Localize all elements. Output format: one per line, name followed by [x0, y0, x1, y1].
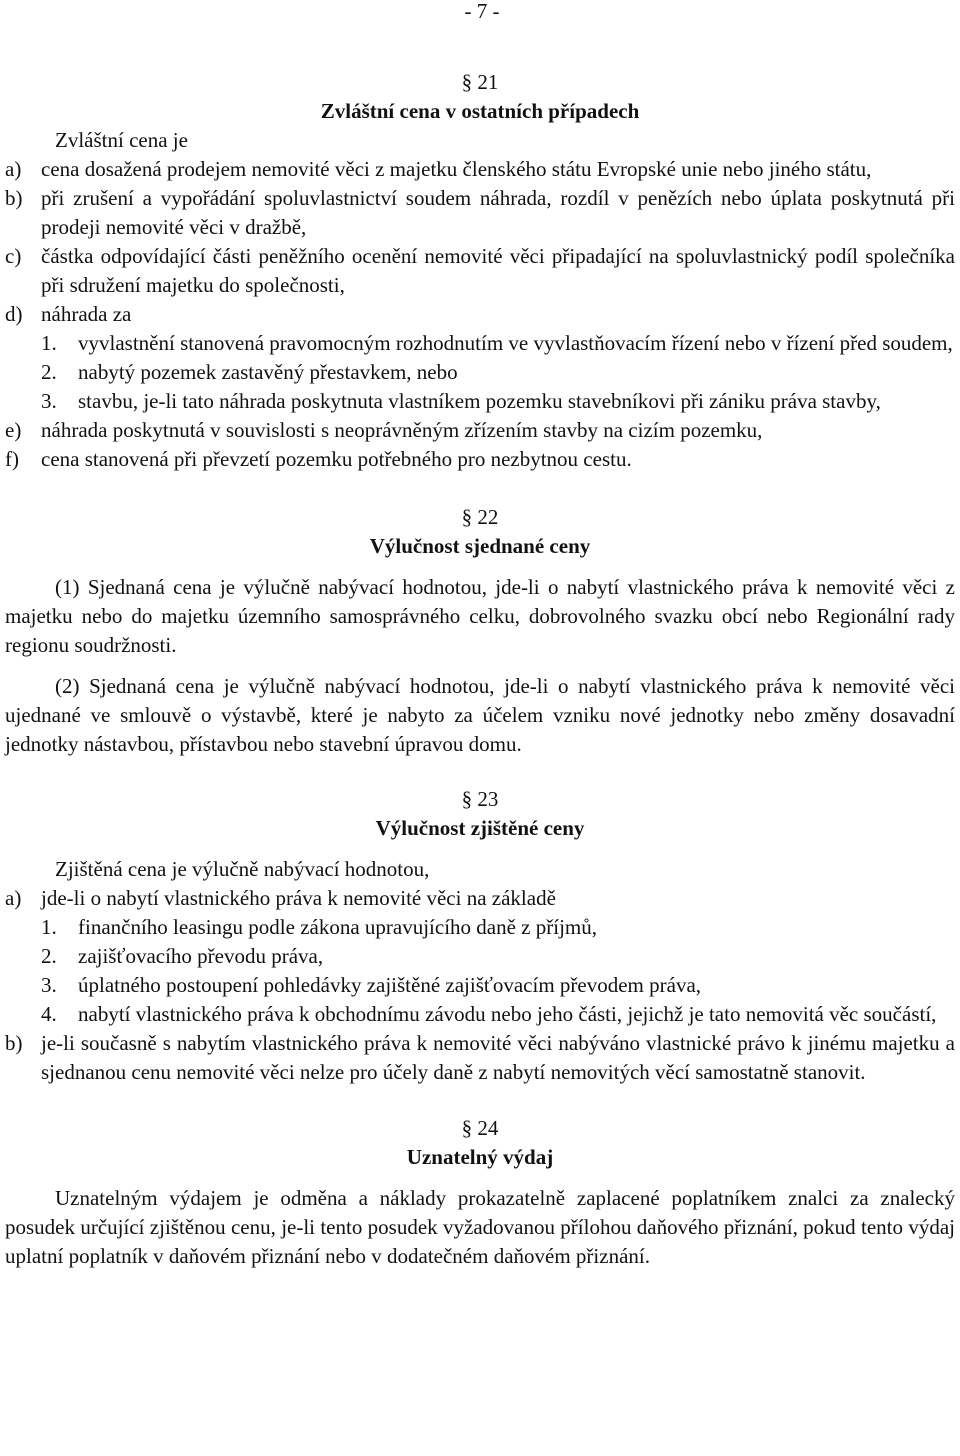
- subitem-label: 2.: [41, 360, 57, 384]
- subitem-text: zajišťovacího převodu práva,: [78, 944, 324, 968]
- document-page: [5, 0, 955, 1271]
- sub-list-item: [41, 329, 955, 358]
- section-number: § 21: [461, 70, 499, 94]
- list-item: [5, 1029, 955, 1087]
- section-title: Zvláštní cena v ostatních případech: [320, 99, 640, 123]
- list-item: [5, 155, 955, 184]
- section-23: [5, 785, 955, 1087]
- sub-list-item: [41, 358, 955, 387]
- sub-list-item: [41, 387, 955, 416]
- item-label: e): [5, 418, 22, 442]
- item-text: jde-li o nabytí vlastnického práva k nemovité věci na základě: [41, 886, 556, 910]
- list-item: [5, 184, 955, 242]
- subitem-text: stavbu, je-li tato náhrada poskytnuta vlastníkem pozemku stavebníkovi při zániku práva stavby,: [78, 389, 881, 413]
- section-22: [5, 503, 955, 759]
- item-text: při zrušení a vypořádání spoluvlastnictví soudem náhrada, rozdíl v penězích nebo úplata poskytnutá při prodeji nemovité věci v dražbě,: [41, 186, 955, 239]
- subitem-label: 2.: [41, 944, 57, 968]
- sub-list-item: [41, 971, 955, 1000]
- list-item: [5, 242, 955, 300]
- item-label: c): [5, 244, 22, 268]
- item-label: d): [5, 302, 23, 326]
- item-text: je-li současně s nabytím vlastnického práva k nemovité věci nabýváno vlastnické právo k jinému majetku a sjednanou cenu nemovité věci nelze pro účely daně z nabytí nemovitých věcí samostatně stanovit.: [41, 1031, 955, 1084]
- section-paragraph: Uznatelným výdajem je odměna a náklady prokazatelně zaplacené poplatníkem znalci za znalecký posudek určující zjištěnou cenu, je-li tento posudek vyžadovanou přílohou daňového přiznání, pokud tento výdaj uplatní poplatník v daňovém přiznání nebo v dodatečném daňovém přiznání.: [5, 1186, 955, 1268]
- subitem-text: nabytí vlastnického práva k obchodnímu závodu nebo jeho části, jejichž je tato nemovitá věc součástí,: [78, 1002, 937, 1026]
- list-item: [5, 445, 955, 474]
- section-paragraph: (1) Sjednaná cena je výlučně nabývací hodnotou, jde-li o nabytí vlastnického práva k nemovité věci z majetku nebo do majetku územního samosprávného celku, dobrovolného svazku obcí nebo Regionální rady regionu soudržnosti.: [5, 575, 955, 657]
- item-text: náhrada za: [41, 302, 132, 326]
- section-title: Výlučnost zjištěné ceny: [375, 816, 585, 840]
- subitem-text: úplatného postoupení pohledávky zajištěné zajišťovacím převodem práva,: [78, 973, 702, 997]
- item-text: cena stanovená při převzetí pozemku potřebného pro nezbytnou cestu.: [41, 447, 632, 471]
- section-21: [5, 68, 955, 474]
- section-number: § 24: [461, 1116, 499, 1140]
- subitem-label: 1.: [41, 331, 57, 355]
- section-number: § 23: [461, 787, 499, 811]
- section-intro: Zvláštní cena je: [55, 128, 188, 152]
- item-label: b): [5, 1031, 23, 1055]
- item-label: a): [5, 886, 22, 910]
- subitem-text: vyvlastnění stanovená pravomocným rozhodnutím ve vyvlastňovacím řízení nebo v řízení před soudem,: [78, 331, 953, 355]
- subitem-label: 1.: [41, 915, 57, 939]
- item-text: náhrada poskytnutá v souvislosti s neoprávněným zřízením stavby na cizím pozemku,: [41, 418, 763, 442]
- section-paragraph: (2) Sjednaná cena je výlučně nabývací hodnotou, jde-li o nabytí vlastnického práva k nemovité věci ujednané ve smlouvě o výstavbě, které je nabyto za účelem vzniku nové jednotky nebo změny dosavadní jednotky nástavbou, přístavbou nebo stavební úpravou domu.: [5, 674, 955, 756]
- subitem-label: 4.: [41, 1002, 57, 1026]
- item-label: b): [5, 186, 23, 210]
- section-title: Výlučnost sjednané ceny: [369, 534, 591, 558]
- list-item: [5, 300, 955, 329]
- item-label: a): [5, 157, 22, 181]
- sub-list-item: [41, 942, 955, 971]
- subitem-label: 3.: [41, 973, 57, 997]
- sub-list-item: [41, 1000, 955, 1029]
- item-text: cena dosažená prodejem nemovité věci z majetku členského státu Evropské unie nebo jiného státu,: [41, 157, 872, 181]
- section-number: § 22: [461, 505, 499, 529]
- section-intro: Zjištěná cena je výlučně nabývací hodnotou,: [55, 857, 430, 881]
- subitem-label: 3.: [41, 389, 57, 413]
- list-item: [5, 416, 955, 445]
- item-label: f): [5, 447, 19, 471]
- item-text: částka odpovídající části peněžního ocenění nemovité věci připadající na spoluvlastnický podíl společníka při sdružení majetku do společnosti,: [41, 244, 955, 297]
- subitem-text: nabytý pozemek zastavěný přestavkem, nebo: [78, 360, 458, 384]
- section-24: [5, 1114, 955, 1271]
- subitem-text: finančního leasingu podle zákona upravujícího daně z příjmů,: [78, 915, 598, 939]
- list-item: [5, 884, 955, 913]
- page-number: - 7 -: [464, 0, 500, 23]
- section-title: Uznatelný výdaj: [406, 1145, 554, 1169]
- sub-list-item: [41, 913, 955, 942]
